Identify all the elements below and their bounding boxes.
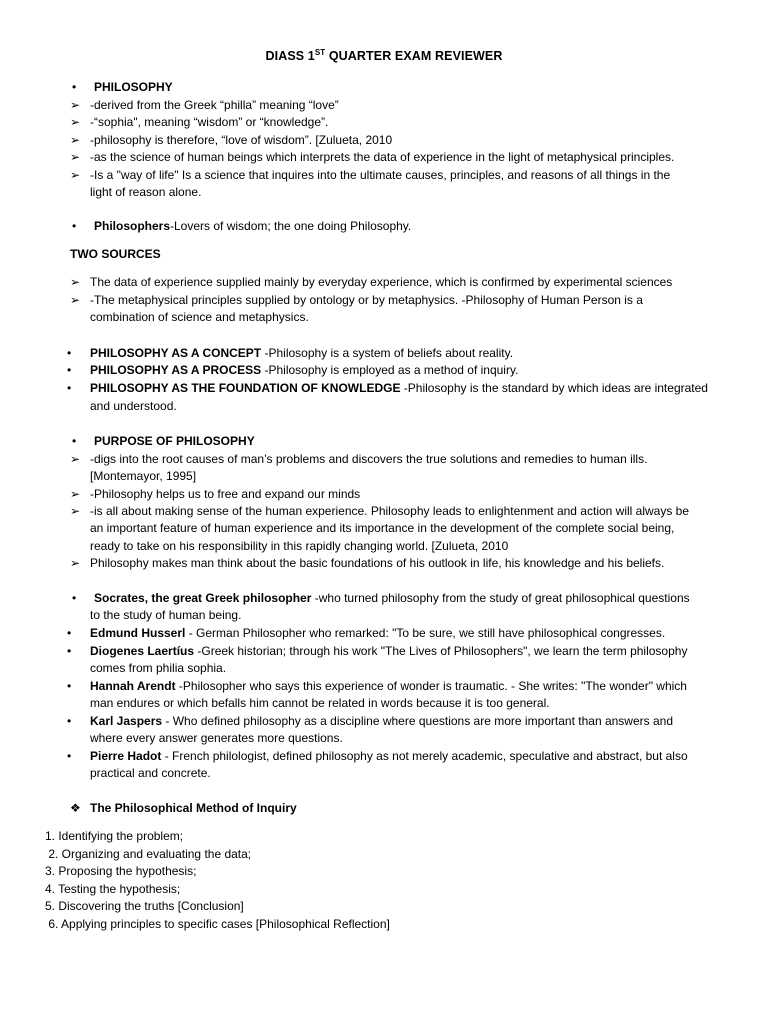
- arrow-bullet-icon: ➢: [70, 150, 81, 164]
- bullet-icon: •: [67, 363, 72, 377]
- arrow-bullet-icon: ➢: [70, 487, 81, 501]
- arrow-bullet-icon: ➢: [70, 452, 81, 466]
- diamond-bullet-icon: ❖: [70, 801, 81, 815]
- arrow-bullet-icon: ➢: [70, 556, 81, 570]
- arrow-bullet-icon: ➢: [70, 133, 81, 147]
- bullet-icon: •: [72, 434, 77, 448]
- bullet-icon: •: [67, 644, 72, 658]
- bullet-icon: •: [67, 381, 72, 395]
- bullet-icon: •: [72, 80, 77, 94]
- bullet-icon: •: [67, 714, 72, 728]
- page-title: DIASS 1ST QUARTER EXAM REVIEWER: [265, 48, 503, 64]
- arrow-bullet-icon: ➢: [70, 293, 81, 307]
- bullet-icon: •: [72, 219, 77, 233]
- bullet-icon: •: [67, 626, 72, 640]
- bullet-icon: •: [67, 346, 72, 360]
- document-page: DIASS 1ST QUARTER EXAM REVIEWER • PHILOSOPHY ➢ -derived from the Greek “philla” meaning “love” ➢ -“sophia", meaning “wisdom” or “knowledge”. ➢ -philosophy is therefore, “love of wisdom”. [Zulueta, 2010 ➢ -as the science of human beings which interprets the data of experience in the light of metaphysical principles. ➢ -Is a "way of life" Is a science that inquires into the ultimate causes, principles, and reasons of all things in the light of reason alone. • Philosophers -Lovers of wisdom; the one doing Philosophy. TWO SOURCES ➢ The data of experience supplied mainly by everyday experience, which is confirmed by experimental sciences ➢ -The metaphysical principles supplied by ontology or by metaphysics. -Philosophy of Human Person is a combination of science and metaphysics. • PHILOSOPHY AS A CONCEPT -Philosophy is a system of beliefs about reality. • PHILOSOPHY AS A PROCESS -Philosophy is employed as a method of inquiry. • PHILOSOPHY AS THE FOUNDATION OF KNOWLEDGE -Philosophy is the standard by which ideas are integrated and understood. • PURPOSE OF PHILOSOPHY ➢ -digs into the root causes of man’s problems and discovers the true solutions and remedies to human ills. [Montemayor, 1995] ➢ -Philosophy helps us to free and expand our minds ➢ -is all about making sense of the human experience. Philosophy leads to enlightenment and action will always be an important feature of human experience and its importance in the development of the complete social being, ready to take on his responsibility in this rapidly changing world. [Zulueta, 2010 ➢ Philosophy makes man think about the basic foundations of his outlook in life, his knowledge and his beliefs. • Socrates, the great Greek philosopher -who turned philosophy from the study of great philosophical questions to the study of human being. • Edmund Husserl - German Philosopher who remarked: "To be sure, we still have philosophical congresses. • Diogenes Laertíus -Greek historian; through his work "The Lives of Philosophers", we learn the term philosophy comes from philia sophia. • Hannah Arendt -Philosopher who says this experience of wonder is traumatic. - She writes: "The wonder" which man endures or which befalls him cannot be related in words because it is too general. • Karl Jaspers - Who defined philosophy as a discipline where questions are more important than answers and where every answer generates more questions. • Pierre Hadot - French philologist, defined philosophy as not merely academic, speculative and abstract, but also practical and concrete. ❖ The Philosophical Method of Inquiry 1. Identifying the problem; 2. Organizing and evaluating the data; 3. Proposing the hypothesis; 4. Testing the hypothesis; 5. Discovering the truths [Conclusion] 6. Applying principles to specific cases [Philosophical Reflection]: [0, 0, 768, 1024]
- arrow-bullet-icon: ➢: [70, 504, 81, 518]
- bullet-icon: •: [67, 749, 72, 763]
- arrow-bullet-icon: ➢: [70, 168, 81, 182]
- arrow-bullet-icon: ➢: [70, 98, 81, 112]
- arrow-bullet-icon: ➢: [70, 115, 81, 129]
- bullet-icon: •: [72, 591, 77, 605]
- arrow-bullet-icon: ➢: [70, 275, 81, 289]
- bullet-icon: •: [67, 679, 72, 693]
